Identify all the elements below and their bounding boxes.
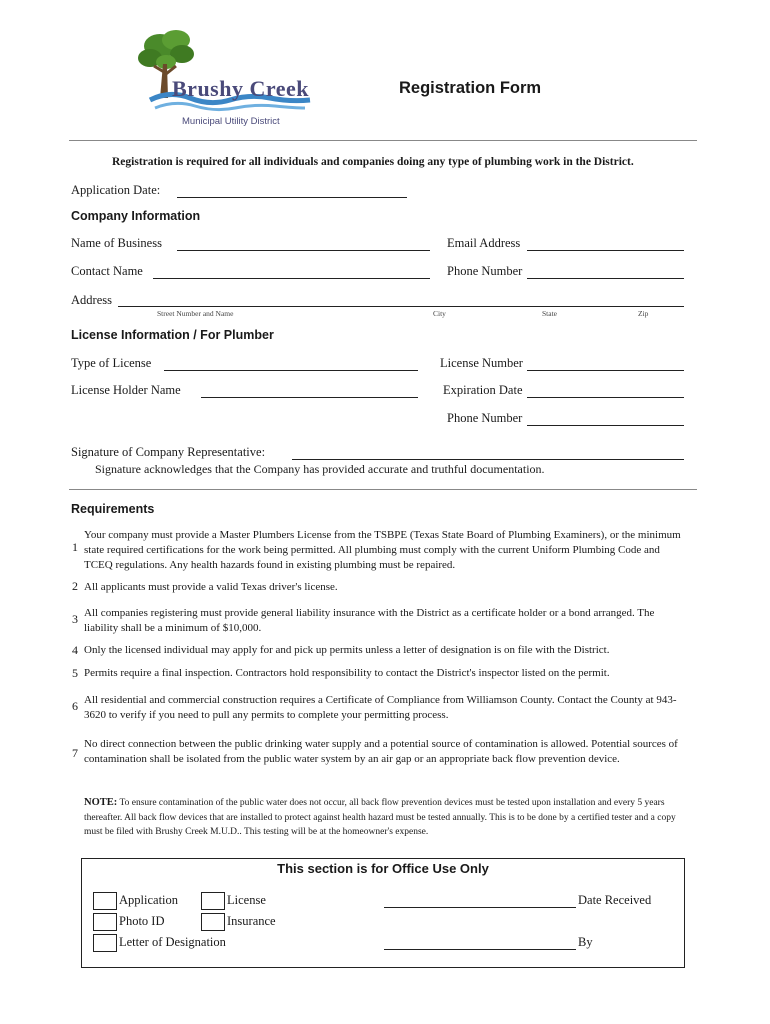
company-phone-label: Phone Number xyxy=(447,264,523,278)
signature-note: Signature acknowledges that the Company has provided accurate and truthful documentation. xyxy=(95,462,545,476)
photo-id-checkbox[interactable] xyxy=(93,913,117,931)
city-sublabel: City xyxy=(433,309,446,318)
license-number-label: License Number xyxy=(440,356,523,370)
signature-field[interactable] xyxy=(292,459,684,460)
logo-subtitle: Municipal Utility District xyxy=(182,116,280,127)
signature-label: Signature of Company Representative: xyxy=(71,445,266,459)
email-label: Email Address xyxy=(447,236,521,250)
license-type-field[interactable] xyxy=(164,370,418,371)
signature-divider xyxy=(69,489,697,490)
req-text: All applicants must provide a valid Texas driver's license. xyxy=(84,581,338,593)
street-sublabel: Street Number and Name xyxy=(157,309,234,318)
insurance-label: Insurance xyxy=(227,914,276,928)
req-text: Only the licensed individual may apply for and pick up permits unless a letter of designation is on file with the District. xyxy=(84,644,610,656)
top-divider xyxy=(69,140,697,141)
company-phone-field[interactable] xyxy=(527,278,684,279)
req-number: 7 xyxy=(72,746,78,760)
application-date-field[interactable] xyxy=(177,197,407,198)
logo-name: Brushy Creek xyxy=(172,76,309,101)
note-label: NOTE: xyxy=(84,797,118,808)
expiration-date-label: Expiration Date xyxy=(443,383,523,397)
intro-text: Registration is required for all individuals and companies doing any type of plumbing work in the District. xyxy=(112,156,634,168)
by-field[interactable] xyxy=(384,949,576,950)
license-holder-field[interactable] xyxy=(201,397,418,398)
date-received-label: Date Received xyxy=(578,893,652,907)
district-logo xyxy=(130,28,330,138)
contact-name-label: Contact Name xyxy=(71,264,143,278)
zip-sublabel: Zip xyxy=(638,309,649,318)
application-label: Application xyxy=(119,893,179,907)
license-holder-label: License Holder Name xyxy=(71,383,181,397)
page-title: Registration Form xyxy=(399,79,542,97)
req-number: 6 xyxy=(72,699,78,713)
license-type-label: Type of License xyxy=(71,356,152,370)
business-name-field[interactable] xyxy=(177,250,430,251)
by-label: By xyxy=(578,935,593,949)
photo-id-label: Photo ID xyxy=(119,914,165,928)
insurance-checkbox[interactable] xyxy=(201,913,225,931)
address-label: Address xyxy=(71,293,112,307)
req-number: 5 xyxy=(72,666,78,680)
letter-checkbox[interactable] xyxy=(93,934,117,952)
expiration-date-field[interactable] xyxy=(527,397,684,398)
license-phone-field[interactable] xyxy=(527,425,684,426)
email-field[interactable] xyxy=(527,250,684,251)
letter-label: Letter of Designation xyxy=(119,935,226,949)
state-sublabel: State xyxy=(542,309,557,318)
company-heading: Company Information xyxy=(71,209,201,223)
address-field[interactable] xyxy=(118,306,684,307)
req-text: No direct connection between the public drinking water supply and a potential source of contamination is allowed. Potential sources of contamination shall be isolated from the public water system by an air gap or an appropriate back flow prevention device. xyxy=(84,738,678,765)
application-checkbox[interactable] xyxy=(93,892,117,910)
req-text: All companies registering must provide general liability insurance with the District as a certificate holder or a bond arranged. The liability shall be a minimum of $10,000. xyxy=(84,607,655,634)
req-number: 2 xyxy=(72,579,78,593)
license-phone-label: Phone Number xyxy=(447,411,523,425)
contact-name-field[interactable] xyxy=(153,278,430,279)
business-name-label: Name of Business xyxy=(71,236,162,250)
req-number: 1 xyxy=(72,540,78,554)
req-text: Permits require a final inspection. Contractors hold responsibility to contact the District's inspector listed on the permit. xyxy=(84,667,610,679)
license-checkbox[interactable] xyxy=(201,892,225,910)
license-heading: License Information / For Plumber xyxy=(71,328,274,342)
office-heading: This section is for Office Use Only xyxy=(277,861,489,876)
req-number: 4 xyxy=(72,643,78,657)
license-number-field[interactable] xyxy=(527,370,684,371)
req-number: 3 xyxy=(72,612,78,626)
date-received-field[interactable] xyxy=(384,907,576,908)
backflow-note xyxy=(84,796,686,840)
requirements-heading: Requirements xyxy=(71,502,155,516)
req-text: Your company must provide a Master Plumbers License from the TSBPE (Texas State Board of Plumbing Examiners), or the minimum state required certifications for the work being permitted. All plumbing must comply with the current Uniform Plumbing Code and TCEQ regulations. Any health hazards found in existing plumbing must be repaired. xyxy=(84,529,681,571)
license-label: License xyxy=(227,893,266,907)
note-text: To ensure contamination of the public water does not occur, all back flow prevention devices must be tested upon installation and every 5 years thereafter. All back flow devices that are installed to protect against health hazard must be tested annually. This is to be done by a certified tester and a copy must be filed with Brushy Creek M.U.D.. This testing will be at the homeowner's expense. xyxy=(84,798,676,837)
req-text: All residential and commercial construction requires a Certificate of Compliance from Williamson County. Contact the County at 943-3620 to verify if you need to pull any permits to complete your permitting process. xyxy=(84,694,677,721)
application-date-label: Application Date: xyxy=(71,183,161,197)
